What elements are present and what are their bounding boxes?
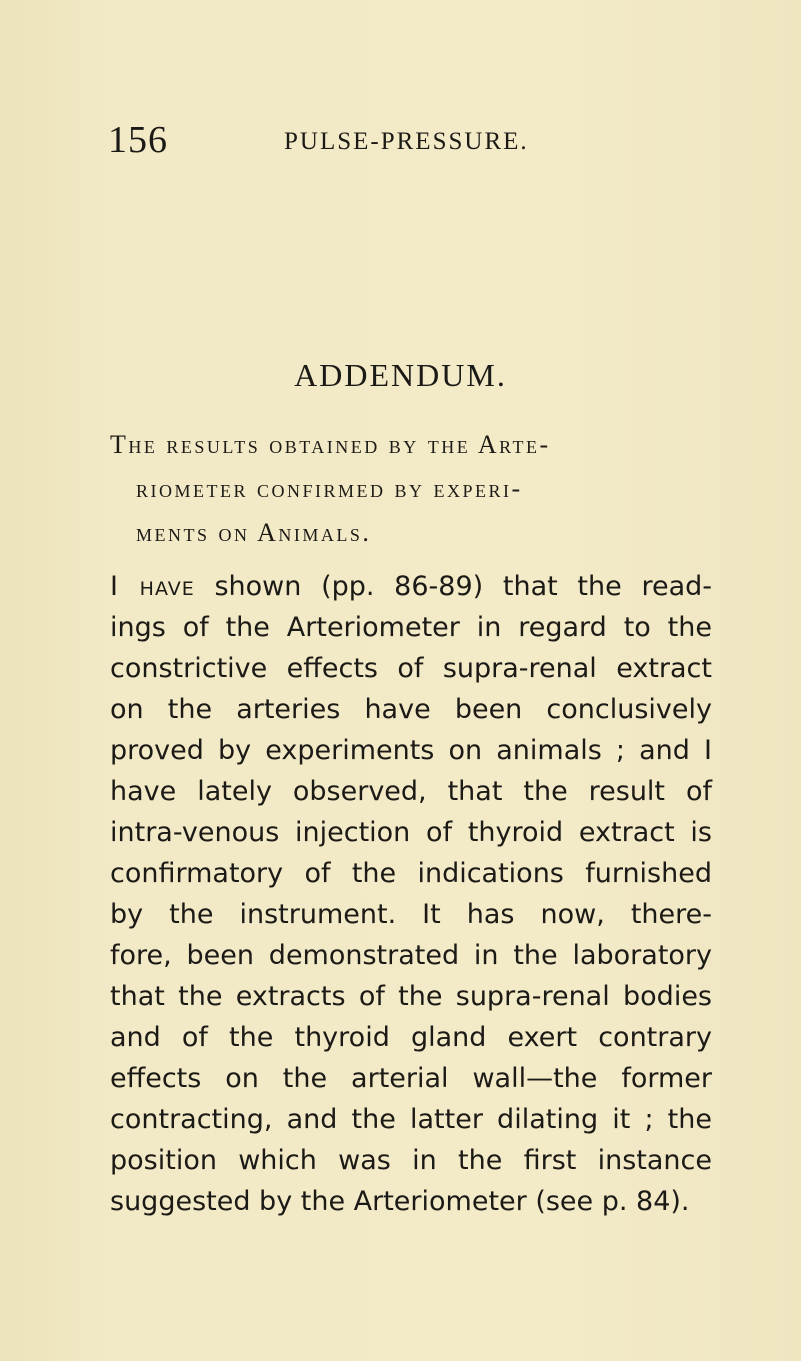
subhead-line: riometer confirmed by experi- [136,474,523,503]
paragraph-line: on the arteries have been conclusively [110,694,712,725]
opening-word: I have [110,571,195,602]
paragraph-line: ings of the Arteriometer in regard to the [110,612,712,643]
paragraph-line: fore, been demonstrated in the laboratory [110,940,712,971]
paragraph-line [110,566,712,607]
paragraph-line: suggested by the Arteriometer (see p. 84). [110,1186,690,1217]
paragraph-line: proved by experiments on animals ; and I [110,735,712,766]
body-paragraph [110,566,712,1222]
paragraph-line: effects on the arterial wall—the former [110,1063,712,1094]
paragraph-line: that the extracts of the supra-renal bodies [110,981,712,1012]
running-head [104,118,744,168]
paragraph-line: have lately observed, that the result of [110,776,712,807]
paragraph-line: confirmatory of the indications furnished [110,858,712,889]
paragraph-line: intra-venous injection of thyroid extract is [110,817,712,848]
page-number: 156 [108,119,168,161]
section-subhead [110,423,710,555]
running-title: PULSE-PRESSURE. [284,128,529,155]
section-title: ADDENDUM. [294,357,507,393]
paragraph-line: by the instrument. It has now, there- [110,899,712,930]
subhead-line: ments on Animals. [136,518,372,547]
paragraph-line: position which was in the first instance [110,1145,712,1176]
paragraph-line: and of the thyroid gland exert contrary [110,1022,712,1053]
paragraph-line: constrictive effects of supra-renal extract [110,653,712,684]
first-line-text: shown (pp. 86-89) that the read- [214,571,712,602]
paragraph-line: contracting, and the latter dilating it ; the [110,1104,712,1135]
subhead-line: The results obtained by the Arte- [110,430,551,459]
